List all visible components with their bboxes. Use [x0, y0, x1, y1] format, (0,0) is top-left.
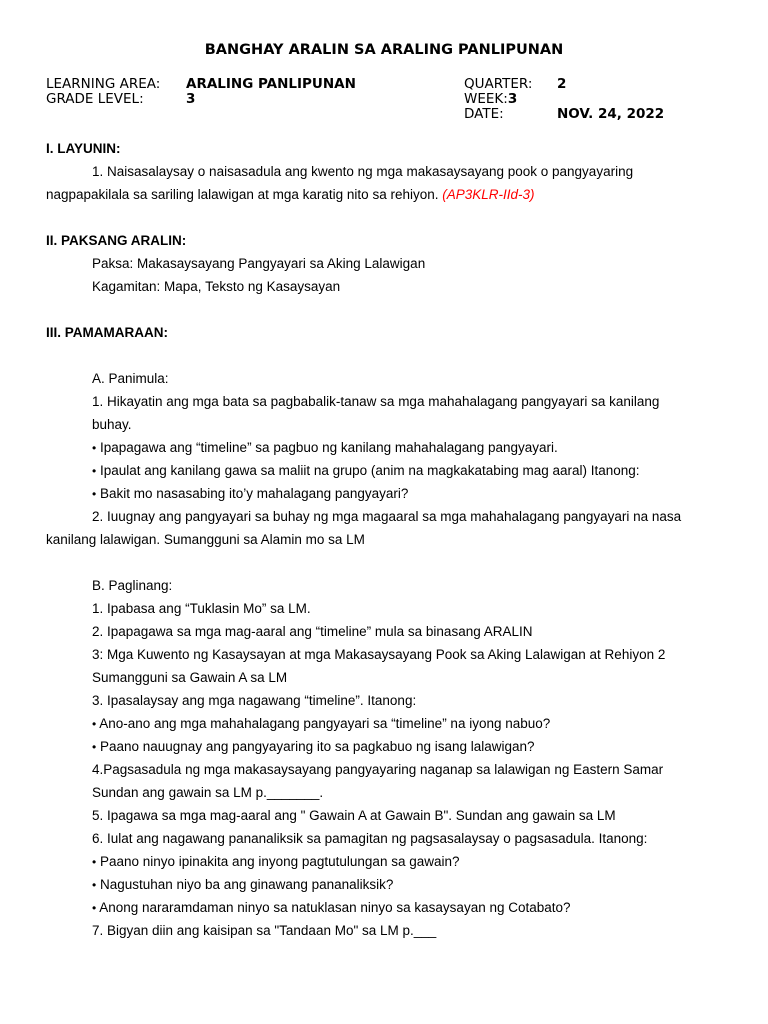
page-title: BANGHAY ARALIN SA ARALING PANLIPUNAN [204, 42, 564, 58]
step-line: 3. Ipasalaysay ang mga nagawang “timeline”. Itanong: [92, 693, 417, 708]
week-value: 3 [507, 91, 518, 107]
bullet-glyph: • [92, 441, 97, 455]
step-line: Sumangguni sa Gawain A sa LM [92, 670, 288, 685]
date-label: DATE: [464, 106, 504, 122]
section-heading-layunin: I. LAYUNIN: [46, 141, 121, 156]
paksa-line: Paksa: Makasaysayang Pangyayari sa Aking Lalawigan [92, 256, 426, 271]
bullet-item [46, 735, 726, 758]
week-label: WEEK: [464, 91, 508, 107]
bullet-text: Paano nauugnay ang pangyayaring ito sa pagkabuo ng isang lalawigan? [99, 739, 535, 754]
step-line: 6. Iulat ang nagawang pananaliksik sa pamagitan ng pagsasalaysay o pagsasadula. Itanong: [92, 831, 648, 846]
step-line: Sundan ang gawain sa LM p._______. [92, 785, 324, 800]
bullet-glyph: • [92, 878, 97, 892]
bullet-glyph: • [92, 855, 97, 869]
learning-area-value: ARALING PANLIPUNAN [186, 76, 356, 92]
bullet-glyph: • [92, 740, 97, 754]
step-line: 2. Iuugnay ang pangyayari sa buhay ng mga magaaral sa mga mahahalagang pangyayari na nasa [92, 509, 682, 524]
step-line: 7. Bigyan diin ang kaisipan sa "Tandaan Mo" sa LM p.___ [92, 923, 437, 938]
bullet-text: Ipapagawa ang “timeline” sa pagbuo ng kanilang mahahalagang pangyayari. [99, 440, 558, 455]
date-value: NOV. 24, 2022 [557, 106, 665, 122]
bullet-item [46, 436, 726, 459]
bullet-item [46, 482, 726, 505]
bullet-item [46, 873, 726, 896]
bullet-glyph: • [92, 717, 97, 731]
bullet-text: Anong nararamdaman ninyo sa natuklasan ninyo sa kasaysayan ng Cotabato? [99, 900, 571, 915]
bullet-item [46, 459, 726, 482]
quarter-label: QUARTER: [464, 76, 533, 92]
week-field [464, 91, 517, 107]
objective-line [46, 183, 726, 206]
bullet-text: Ano-ano ang mga mahahalagang pangyayari sa “timeline” na iyong nabuo? [99, 716, 551, 731]
objective-line: 1. Naisasalaysay o naisasadula ang kwento ng mga makasaysayang pook o pangyayaring [92, 164, 634, 179]
section-heading-paksang-aralin: II. PAKSANG ARALIN: [46, 233, 187, 248]
subheading-paglinang: B. Paglinang: [92, 578, 173, 593]
step-line: 1. Hikayatin ang mga bata sa pagbabalik-tanaw sa mga mahahalagang pangyayari sa kanilang [92, 394, 660, 409]
objective-text: nagpapakilala sa sariling lalawigan at mga karatig nito sa rehiyon. [46, 187, 443, 202]
step-line: 3: Mga Kuwento ng Kasaysayan at mga Makasaysayang Pook sa Aking Lalawigan at Rehiyon 2 [92, 647, 666, 662]
bullet-text: Ipaulat ang kanilang gawa sa maliit na grupo (anim na magkakatabing mag aaral) Itanong: [99, 463, 640, 478]
bullet-text: Nagustuhan niyo ba ang ginawang pananaliksik? [99, 877, 394, 892]
section-heading-pamamaraan: III. PAMAMARAAN: [46, 325, 168, 340]
subheading-panimula: A. Panimula: [92, 371, 169, 386]
bullet-glyph: • [92, 464, 97, 478]
step-line: kanilang lalawigan. Sumangguni sa Alamin mo sa LM [46, 532, 365, 547]
bullet-text: Bakit mo nasasabing ito’y mahalagang pangyayari? [99, 486, 409, 501]
competency-code: (AP3KLR-IId-3) [442, 187, 535, 202]
step-line: buhay. [92, 417, 132, 432]
learning-area-label: LEARNING AREA: [46, 76, 161, 92]
bullet-glyph: • [92, 487, 97, 501]
lesson-body [46, 137, 726, 942]
bullet-item [46, 850, 726, 873]
bullet-glyph: • [92, 901, 97, 915]
bullet-text: Paano ninyo ipinakita ang inyong pagtutulungan sa gawain? [99, 854, 460, 869]
step-line: 5. Ipagawa sa mga mag-aaral ang " Gawain A at Gawain B". Sundan ang gawain sa LM [92, 808, 616, 823]
kagamitan-line: Kagamitan: Mapa, Teksto ng Kasaysayan [92, 279, 341, 294]
step-line: 1. Ipabasa ang “Tuklasin Mo” sa LM. [92, 601, 311, 616]
bullet-item [46, 896, 726, 919]
step-line: 4.Pagsasadula ng mga makasaysayang pangyayaring naganap sa lalawigan ng Eastern Samar [92, 762, 664, 777]
grade-level-value: 3 [186, 91, 196, 107]
step-line: 2. Ipapagawa sa mga mag-aaral ang “timeline” mula sa binasang ARALIN [92, 624, 533, 639]
quarter-value: 2 [557, 76, 567, 92]
grade-level-label: GRADE LEVEL: [46, 91, 144, 107]
bullet-item [46, 712, 726, 735]
